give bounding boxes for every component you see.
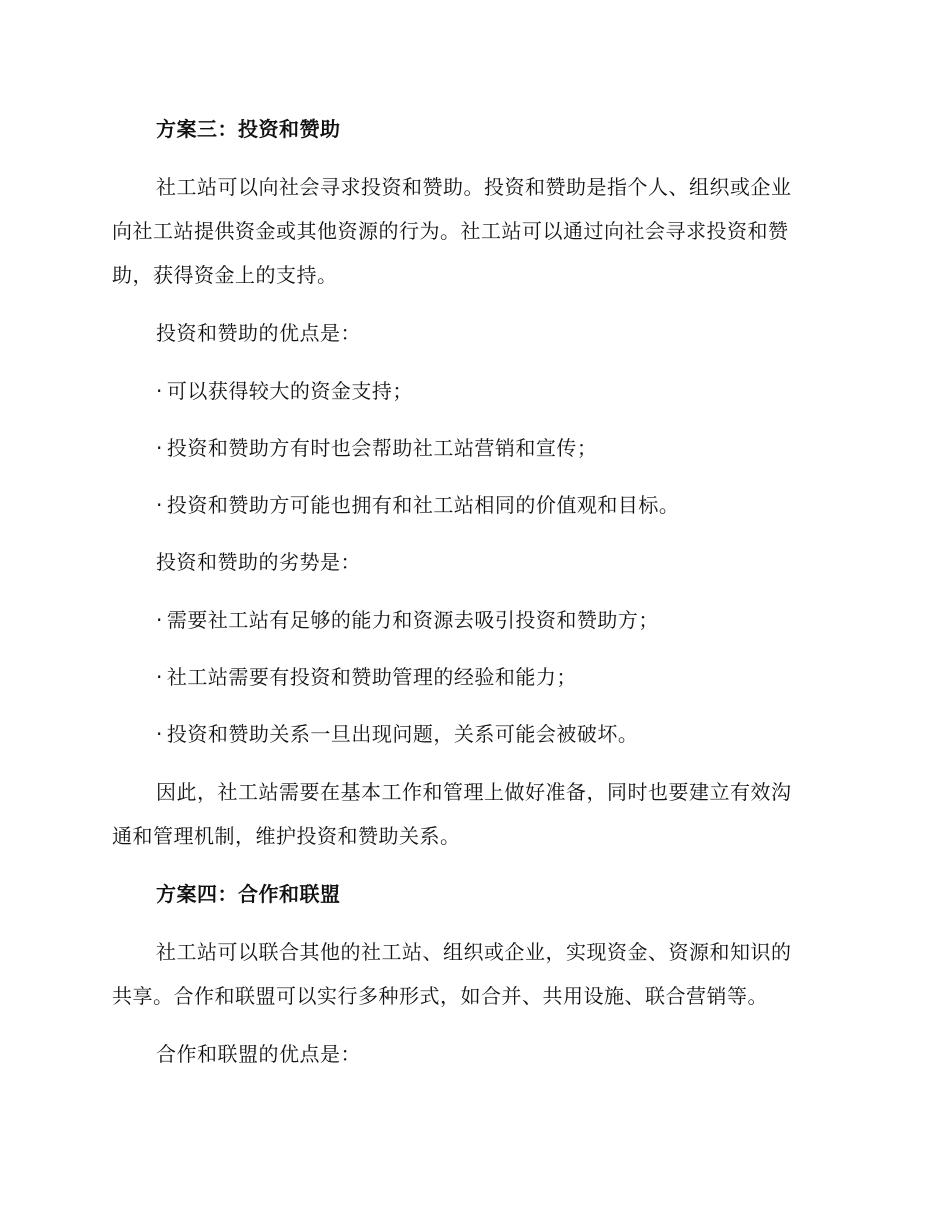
advantage-item xyxy=(156,483,876,527)
advantage-item xyxy=(156,426,876,470)
advantages-intro: 投资和赞助的优点是： xyxy=(156,321,361,345)
disadvantage-text: 需要社工站有足够的能力和资源去吸引投资和赞助方； xyxy=(166,608,659,632)
bullet-icon: · xyxy=(156,493,163,517)
bullet-icon: · xyxy=(156,665,163,689)
disadvantages-intro: 投资和赞助的劣势是： xyxy=(156,550,361,574)
advantage-text: 投资和赞助方可能也拥有和社工站相同的价值观和目标。 xyxy=(166,493,680,517)
paragraph-cooperation-intro xyxy=(112,930,832,1018)
disadvantage-item xyxy=(156,598,876,642)
paragraph-line: 社工站可以联合其他的社工站、组织或企业，实现资金、资源和知识的 xyxy=(156,940,792,964)
cooperation-advantages-intro: 合作和联盟的优点是： xyxy=(156,1042,361,1066)
paragraph-line: 因此，社工站需要在基本工作和管理上做好准备，同时也要建立有效沟 xyxy=(156,780,792,804)
bullet-icon: · xyxy=(156,608,163,632)
paragraph-conclusion xyxy=(112,770,832,858)
disadvantage-text: 投资和赞助关系一旦出现问题，关系可能会被破坏。 xyxy=(166,722,639,746)
paragraph-line: 向社工站提供资金或其他资源的行为。社工站可以通过向社会寻求投资和赞 xyxy=(112,219,789,243)
paragraph-line: 社工站可以向社会寻求投资和赞助。投资和赞助是指个人、组织或企业 xyxy=(156,175,792,199)
section-heading-4: 方案四：合作和联盟 xyxy=(156,882,341,906)
paragraph-line: 通和管理机制，维护投资和赞助关系。 xyxy=(112,824,461,848)
disadvantage-item xyxy=(156,655,876,699)
bullet-icon: · xyxy=(156,722,163,746)
paragraph-line: 助，获得资金上的支持。 xyxy=(112,263,338,287)
bullet-icon: · xyxy=(156,436,163,460)
advantage-text: 可以获得较大的资金支持； xyxy=(166,379,413,403)
bullet-icon: · xyxy=(156,379,163,403)
paragraph-investment-intro xyxy=(112,165,832,297)
advantage-item xyxy=(156,369,876,413)
paragraph-line: 共享。合作和联盟可以实行多种形式，如合并、共用设施、联合营销等。 xyxy=(112,984,768,1008)
disadvantage-text: 社工站需要有投资和赞助管理的经验和能力； xyxy=(166,665,577,689)
advantage-text: 投资和赞助方有时也会帮助社工站营销和宣传； xyxy=(166,436,598,460)
section-heading-3: 方案三：投资和赞助 xyxy=(156,117,341,141)
disadvantage-item xyxy=(156,712,876,756)
